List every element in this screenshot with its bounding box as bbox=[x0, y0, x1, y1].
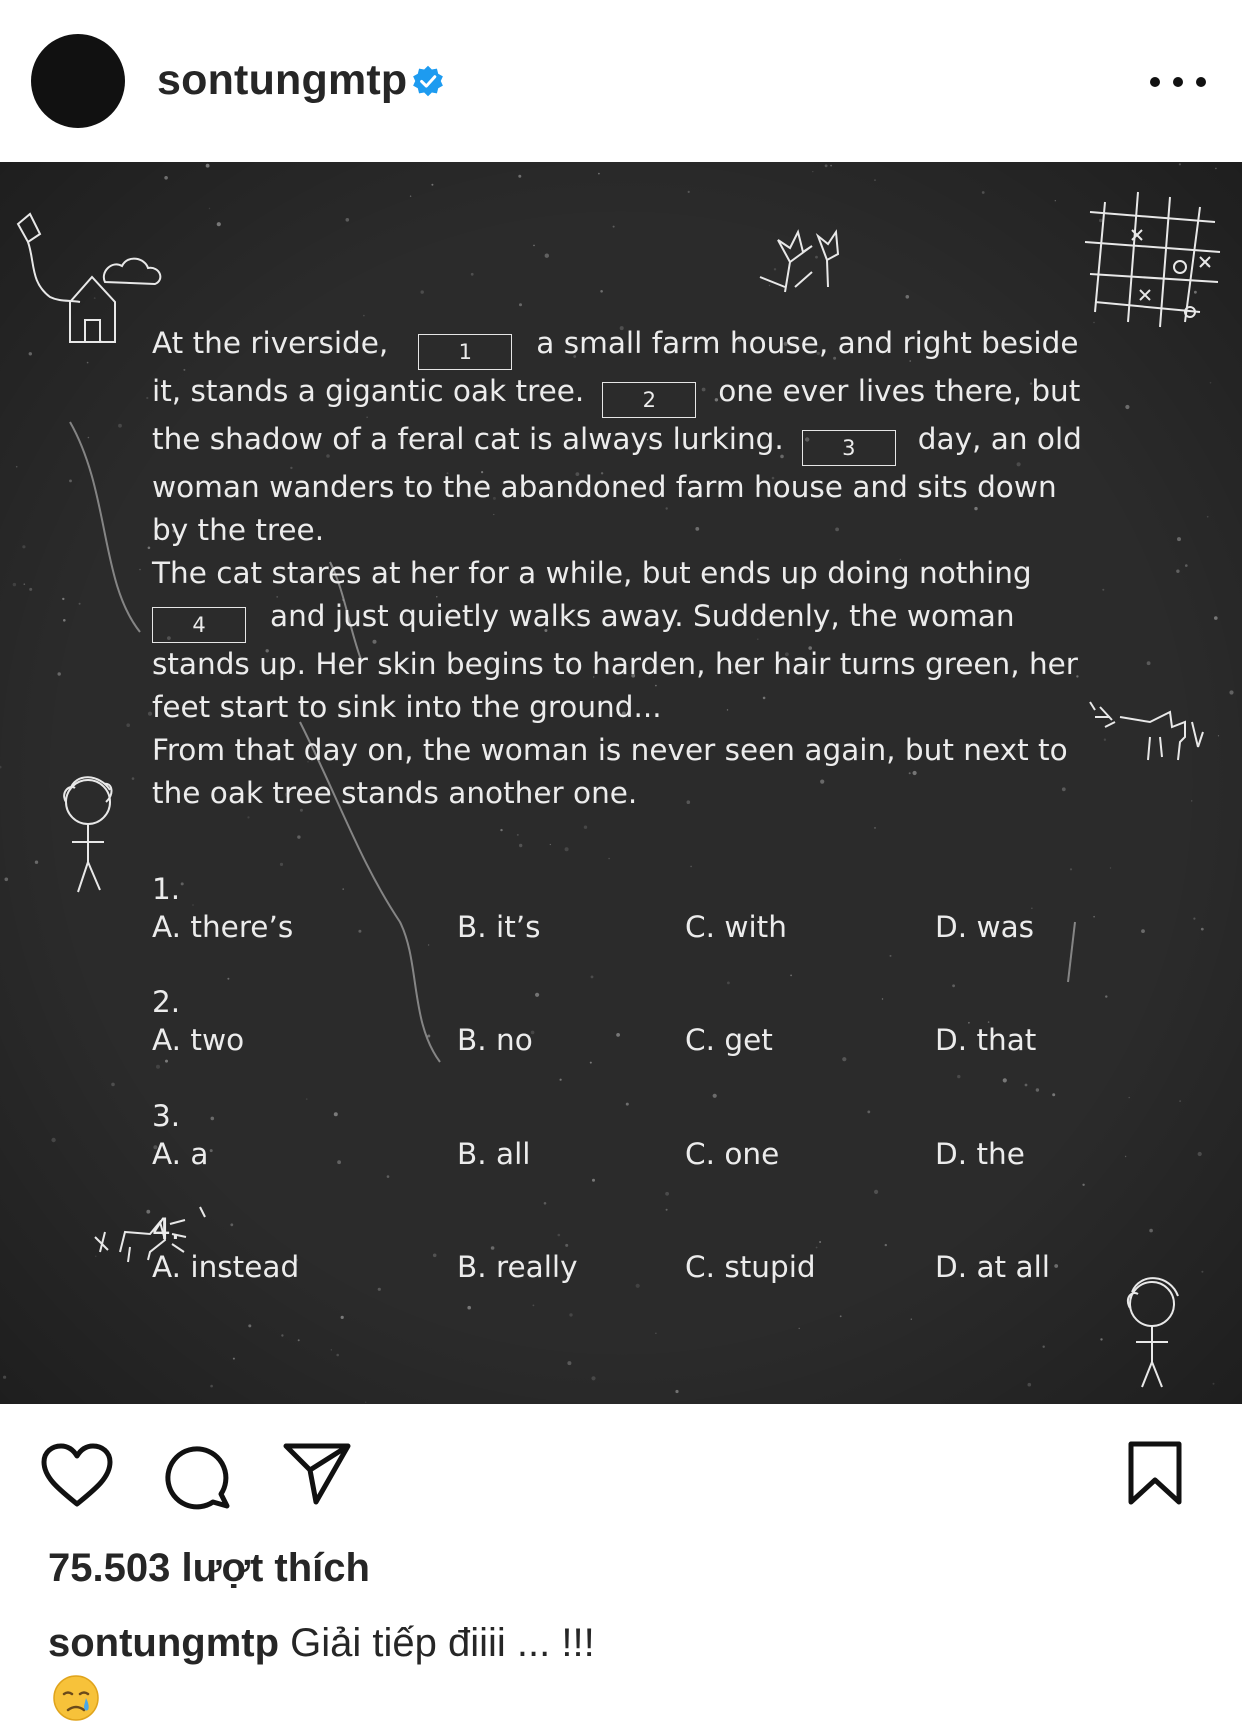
option-a: A. a bbox=[152, 1137, 209, 1171]
crying-face-emoji bbox=[50, 1674, 102, 1722]
like-count[interactable]: 75.503 lượt thích bbox=[48, 1546, 370, 1590]
bookmark-icon[interactable] bbox=[1125, 1440, 1185, 1506]
blank-4: 4 bbox=[152, 607, 246, 643]
option-a: A. two bbox=[152, 1023, 245, 1057]
option-d: D. was bbox=[935, 910, 1035, 944]
passage-text bbox=[152, 322, 1082, 815]
passage-segment: a small farm house, and right beside it, stands a gigantic oak tree. bbox=[152, 326, 1079, 408]
option-a: A. there’s bbox=[152, 910, 294, 944]
passage-segment: and just quietly walks away. Suddenly, the woman stands up. Her skin begins to harden, her hair turns green, her feet start to sink into the ground... bbox=[152, 599, 1078, 724]
flowers-doodle bbox=[760, 232, 838, 292]
verified-icon bbox=[411, 64, 445, 98]
tic-tac-toe-doodle bbox=[1085, 192, 1220, 327]
blank-2: 2 bbox=[602, 382, 696, 418]
action-bar bbox=[0, 1404, 1242, 1514]
question-number: 4. bbox=[152, 1212, 181, 1246]
question-number: 1. bbox=[152, 872, 181, 906]
option-d: D. the bbox=[935, 1137, 1025, 1171]
question-number: 3. bbox=[152, 1099, 181, 1133]
caption bbox=[48, 1621, 595, 1666]
caption-text: Giải tiếp điiii ... !!! bbox=[279, 1621, 595, 1665]
blank-3: 3 bbox=[802, 430, 896, 466]
passage-segment: day, an old woman wanders to the abandoned farm house and sits down by the tree. bbox=[152, 422, 1082, 547]
comment-icon[interactable] bbox=[163, 1442, 233, 1512]
passage-segment: The cat stares at her for a while, but ends up doing nothing bbox=[152, 556, 1032, 590]
option-b: B. all bbox=[457, 1137, 531, 1171]
passage-segment: At the riverside, bbox=[152, 326, 389, 360]
option-b: B. no bbox=[457, 1023, 533, 1057]
share-icon[interactable] bbox=[282, 1442, 352, 1506]
option-c: C. with bbox=[685, 910, 787, 944]
stick-figure-right-doodle bbox=[1128, 1278, 1178, 1387]
passage-segment: From that day on, the woman is never seen again, but next to the oak tree stands another one. bbox=[152, 733, 1068, 810]
passage-segment: one ever lives there, but the shadow of a feral cat is always lurking. bbox=[152, 374, 1081, 456]
question-number: 2. bbox=[152, 985, 181, 1019]
dog-right-doodle bbox=[1090, 702, 1203, 760]
option-c: C. one bbox=[685, 1137, 780, 1171]
blank-1: 1 bbox=[418, 334, 512, 370]
kite-house-doodle bbox=[18, 214, 160, 342]
option-a: A. instead bbox=[152, 1250, 300, 1284]
option-c: C. get bbox=[685, 1023, 773, 1057]
option-b: B. it’s bbox=[457, 910, 541, 944]
stick-figure-left-doodle bbox=[64, 777, 111, 892]
post-header bbox=[0, 0, 1242, 162]
option-d: D. at all bbox=[935, 1250, 1050, 1284]
option-b: B. really bbox=[457, 1250, 578, 1284]
heart-icon[interactable] bbox=[40, 1442, 114, 1508]
option-c: C. stupid bbox=[685, 1250, 816, 1284]
avatar[interactable] bbox=[31, 34, 125, 128]
caption-username[interactable]: sontungmtp bbox=[48, 1621, 280, 1665]
username[interactable]: sontungmtp bbox=[157, 56, 408, 104]
more-icon[interactable] bbox=[1150, 70, 1206, 94]
post-image bbox=[0, 162, 1242, 1404]
option-d: D. that bbox=[935, 1023, 1037, 1057]
